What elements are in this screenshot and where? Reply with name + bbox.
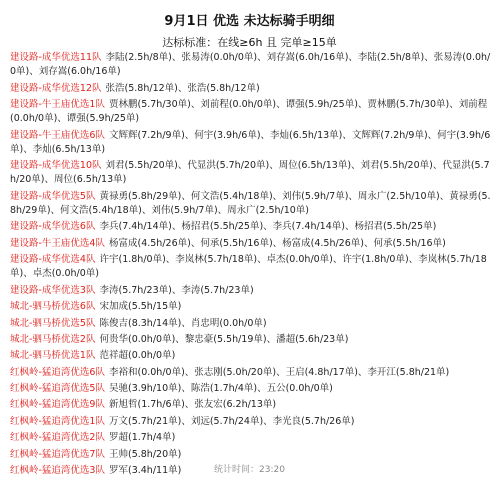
team-name: 建设路-成华优选11队 [10,52,102,63]
rider-details: 范祥超(0.0h/0单) [99,350,176,362]
list-item [10,159,493,187]
rider-details: 新旭哲(1.7h/6单)、张友宏(6.2h/13单) [108,399,277,411]
list-item [10,431,493,445]
team-name: 城北-驷马桥优选5队 [10,317,96,329]
list-item [10,284,493,298]
team-name: 城北-驷马桥优选6队 [10,301,96,313]
list-item [10,382,493,396]
rider-details: 刘君(5.5h/20单)、代显洪(5.7h/20单)、周位(6.5h/13单)、刘君(5.5h/20单)、代显洪(5.7h/20单)、周位(6.5h/13单) [10,160,490,186]
rider-details: 宋加成(5.5h/15单) [99,301,182,313]
team-name: 红枫岭-猛追湾优选5队 [10,383,105,395]
list-item [10,51,493,79]
rider-details: 文辉辉(7.2h/9单)、何宇(3.9h/6单)、李灿(6.5h/13单)、文辉辉(7.2h/9单)、何宇(3.9h/6单)、李灿(6.5h/13单) [10,129,491,155]
rider-details: 黄禄勇(5.8h/29单)、何文浩(5.4h/18单)、刘伟(5.9h/7单)、周永广(2.5h/10单)、黄禄勇(5.8h/29单)、何文浩(5.4h/18单)、刘伟(5.9h/7单)、周永广(2.5h/10单) [10,190,491,216]
list-item [10,333,493,347]
rider-details: 罗军(3.4h/11单) [108,465,182,477]
team-list [10,51,493,480]
rider-details: 罗超(1.7h/4单) [108,432,176,444]
rider-details: 贾林鹏(5.7h/30单)、刘前程(0.0h/0单)、谭强(5.9h/25单)、贾林鹏(5.7h/30单)、刘前程(0.0h/0单)、谭强(5.9h/25单) [10,98,488,125]
team-name: 建设路-成华优选12队 [10,82,102,94]
team-name: 城北-驷马桥优选1队 [10,350,96,362]
list-item [10,448,493,462]
rider-details: 李裕和(0.0h/0单)、张志刚(5.0h/20单)、王启(4.8h/17单)、李开江(5.8h/21单) [108,366,450,378]
rider-details: 杨富成(4.5h/26单)、何承(5.5h/16单)、杨富成(4.5h/26单)、何承(5.5h/16单) [108,237,446,249]
rider-details: 王帅(5.8h/20单) [108,448,182,460]
list-item [10,398,493,412]
rider-details: 陈俊吉(8.3h/14单)、肖忠明(0.0h/0单) [99,317,267,329]
rider-details: 李陆(2.5h/8单)、张易涛(0.0h/0单)、刘存嵩(6.0h/16单)、李陆(2.5h/8单)、张易涛(0.0h/0单)、刘存嵩(6.0h/16单) [10,52,491,78]
team-name: 建设路-成华优选5队 [10,190,96,202]
team-name: 红枫岭-猛追湾优选3队 [10,465,105,477]
list-item [10,220,493,234]
rider-details: 张浩(5.8h/12单)、张浩(5.8h/12单) [105,82,260,94]
team-name: 建设路-成华优选4队 [10,254,96,266]
team-name: 建设路-牛王庙优选4队 [10,237,105,249]
list-item [10,129,493,157]
team-name: 红枫岭-猛追湾优选9队 [10,399,105,411]
list-item [10,82,493,96]
rider-details: 李兵(7.4h/14单)、杨招君(5.5h/25单)、李兵(7.4h/14单)、杨招君(5.5h/25单) [99,221,437,233]
stat-time: 统计时间：23:20 [214,465,285,475]
team-name: 红枫岭-猛追湾优选1队 [10,415,105,427]
list-item [10,317,493,331]
list-item [10,349,493,363]
rider-details: 吴驰(3.9h/10单)、陈浩(1.7h/4单)、五公(0.0h/0单) [108,383,333,395]
rider-details: 万文(5.7h/21单)、刘远(5.7h/24单)、李光良(5.7h/26单) [108,415,355,427]
team-name: 建设路-成华优选6队 [10,221,96,233]
team-name: 建设路-成华优选3队 [10,284,96,296]
team-name: 建设路-牛王庙优选1队 [10,98,105,110]
team-name: 红枫岭-猛追湾优选7队 [10,448,105,460]
team-name: 红枫岭-猛追湾优选6队 [10,366,105,378]
team-name: 红枫岭-猛追湾优选2队 [10,432,105,444]
list-item [10,253,493,281]
list-item [10,300,493,314]
team-name: 建设路-成华优选10队 [10,160,102,172]
standard-subtitle: 达标标准：在线≥6h 且 完单≥15单 [162,36,337,49]
rider-details: 何贵华(0.0h/0单)、黎忠豪(5.5h/19单)、潘超(5.6h/23单) [99,333,349,345]
list-item [10,366,493,380]
list-item [10,98,493,126]
page-title: 9月1日 优选 未达标骑手明细 [164,14,335,29]
list-item [10,237,493,251]
list-item [10,415,493,429]
team-name: 建设路-牛王庙优选6队 [10,129,105,141]
team-name: 城北-驷马桥优选2队 [10,333,96,345]
rider-details: 许宇(1.8h/0单)、李岚林(5.7h/18单)、卓杰(0.0h/0单)、许宇(1.8h/0单)、李岚林(5.7h/18单)、卓杰(0.0h/0单) [10,254,487,280]
list-item [10,190,493,218]
rider-details: 李涛(5.7h/23单)、李涛(5.7h/23单) [99,284,254,296]
